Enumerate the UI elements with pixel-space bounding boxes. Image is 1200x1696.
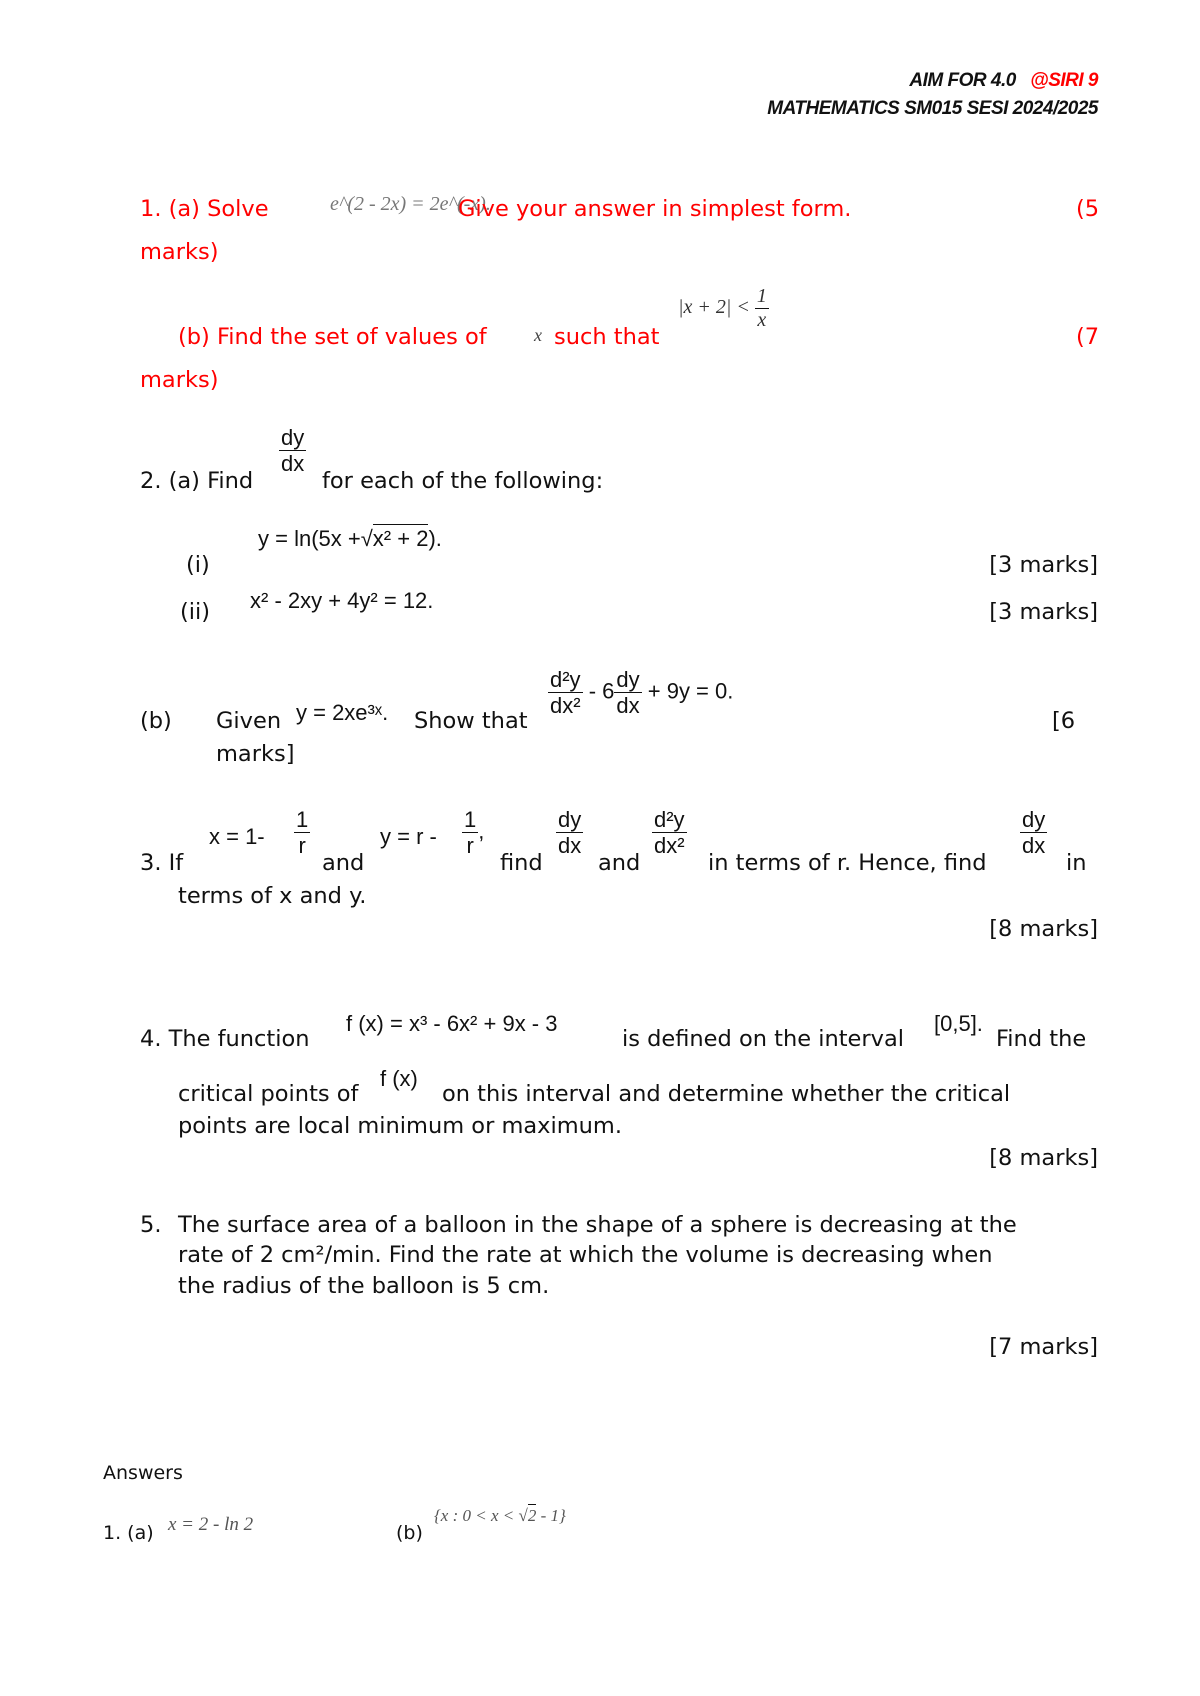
answer-1a-label: 1. (a): [103, 1522, 154, 1544]
q3-y-frac-den: r: [466, 833, 474, 859]
q2i-eq-right: ).: [428, 526, 442, 551]
q2a-derivative: [279, 426, 306, 475]
q3-y-eq: y = r -: [380, 824, 437, 849]
q1b-fraction: [755, 286, 769, 331]
q2ii-equation: x² - 2xy + 4y² = 12.: [250, 588, 434, 613]
q2b-ode: [548, 668, 733, 717]
q2ii-marks: [3 marks]: [989, 599, 1098, 625]
q3-find: find: [500, 850, 543, 876]
q3-dx-2: dx: [1022, 833, 1046, 859]
q2b-end: + 9y = 0.: [647, 678, 734, 704]
q4-line2-end: on this interval and determine whether the critical: [442, 1081, 1011, 1107]
q2b-equation: y = 2xe³ˣ.: [296, 700, 389, 725]
q5-line1: The surface area of a balloon in the shape of a sphere is decreasing at the: [178, 1212, 1017, 1238]
answer-1b-root: 2: [527, 1506, 537, 1525]
q2i-equation: [258, 526, 442, 552]
q3-x-eq: x = 1-: [209, 824, 265, 849]
q2a-text: for each of the following:: [322, 468, 604, 494]
q1a-marks-open: (5: [1076, 196, 1100, 222]
q3-marks: [8 marks]: [989, 916, 1098, 942]
q5-marks: [7 marks]: [989, 1334, 1098, 1360]
q4-fx: f (x): [380, 1066, 418, 1091]
q4-find-the: Find the: [996, 1026, 1087, 1052]
answer-1b-value: [434, 1506, 566, 1526]
q3-y-frac-num: 1: [464, 807, 477, 832]
q2b-dx2: dx²: [550, 693, 581, 719]
q3-d2y: d²y: [654, 807, 685, 832]
q3-dy: dy: [558, 807, 582, 832]
q2b-marks-open: [6: [1052, 708, 1076, 734]
answer-1a-value: x = 2 - ln 2: [168, 1514, 254, 1535]
q4-marks: [8 marks]: [989, 1145, 1098, 1171]
q3-dydx: [556, 808, 583, 857]
q2b-dy: dy: [616, 667, 640, 692]
q2i-label: (i): [186, 552, 210, 578]
answer-1b-prefix: {x : 0 < x <: [434, 1506, 515, 1525]
q5-line2: rate of 2 cm²/min. Find the rate at which the volume is decreasing when: [178, 1242, 993, 1268]
q1a-equation: e^(2 - 2x) = 2e^(-x).: [330, 193, 491, 215]
q3-x-frac-den: r: [298, 833, 306, 859]
q3-dx: dx: [558, 833, 582, 859]
q2ii-label: (ii): [180, 599, 211, 625]
q2b-dx: dx: [616, 693, 640, 719]
q1a-label: 1. (a) Solve: [140, 196, 269, 222]
q1b-frac-den: x: [757, 309, 767, 331]
q2b-label: (b): [140, 708, 172, 734]
q2a-dydx: [279, 426, 306, 475]
q1a-text: Give your answer in simplest form.: [458, 196, 852, 222]
q4-defined: is defined on the interval: [622, 1026, 904, 1052]
q2a-dy: dy: [281, 425, 305, 450]
header-course: MATHEMATICS SM015 SESI 2024/2025: [767, 98, 1098, 119]
q1b-marks-open: (7: [1076, 324, 1100, 350]
q2b-dydx: [614, 668, 641, 717]
answer-1b-suffix: - 1}: [540, 1506, 566, 1525]
q4-line2-start: critical points of: [178, 1081, 359, 1107]
q5-number: 5.: [140, 1212, 162, 1238]
header-line-1: [909, 70, 1098, 92]
q3-y-frac: [462, 808, 484, 857]
q3-x-frac-num: 1: [296, 807, 309, 832]
q2b-d2y: d²y: [550, 667, 581, 692]
q3-x-frac: [294, 808, 310, 857]
q3-dydx-2: [1020, 808, 1047, 857]
answer-1b-label: (b): [396, 1522, 423, 1544]
q3-comma: ,: [478, 818, 485, 844]
q3-label: 3. If: [140, 850, 184, 876]
q3-dx2: dx²: [654, 833, 685, 859]
sqrt-symbol: √: [360, 526, 373, 551]
answers-title: Answers: [103, 1462, 183, 1484]
q1b-label: (b) Find the set of values of: [178, 324, 487, 350]
q4-interval: [0,5].: [934, 1011, 983, 1036]
q4-function: f (x) = x³ - 6x² + 9x - 3: [346, 1011, 558, 1036]
q1a-marks-close: marks): [140, 239, 219, 265]
q4-line3: points are local minimum or maximum.: [178, 1113, 622, 1139]
q3-in: in: [1066, 850, 1087, 876]
q2b-mid: - 6: [588, 678, 615, 704]
q3-and-2: and: [598, 850, 641, 876]
q2a-label: 2. (a) Find: [140, 468, 254, 494]
q2a-dx: dx: [281, 451, 305, 477]
q1b-inequality: [678, 286, 769, 331]
q2b-show-that: Show that: [414, 708, 528, 734]
q2b-marks-close: marks]: [216, 741, 295, 767]
q3-dy-2: dy: [1022, 807, 1046, 832]
q4-label: 4. The function: [140, 1026, 310, 1052]
header-aim: AIM FOR 4.0: [909, 70, 1016, 91]
q2i-eq-root: x² + 2: [372, 526, 429, 551]
q1b-frac-num: 1: [756, 285, 767, 307]
sqrt-symbol: √: [518, 1506, 528, 1525]
q2b-d2ydx2: [548, 668, 583, 717]
q1b-inequality-lhs: |x + 2| <: [678, 296, 750, 319]
q5-line3: the radius of the balloon is 5 cm.: [178, 1273, 550, 1299]
q2b-given: Given: [216, 708, 282, 734]
q3-and-1: and: [322, 850, 365, 876]
q1b-marks-close: marks): [140, 367, 219, 393]
q2i-marks: [3 marks]: [989, 552, 1098, 578]
q1b-text: such that: [554, 324, 660, 350]
q1b-variable: x: [534, 325, 542, 345]
q3-d2ydx2: [652, 808, 687, 857]
q2i-eq-left: y = ln(5x +: [258, 526, 361, 551]
header-siri: @SIRI 9: [1030, 70, 1098, 91]
q3-line-2: terms of x and y.: [178, 883, 367, 909]
q3-terms-text: in terms of r. Hence, find: [708, 850, 987, 876]
